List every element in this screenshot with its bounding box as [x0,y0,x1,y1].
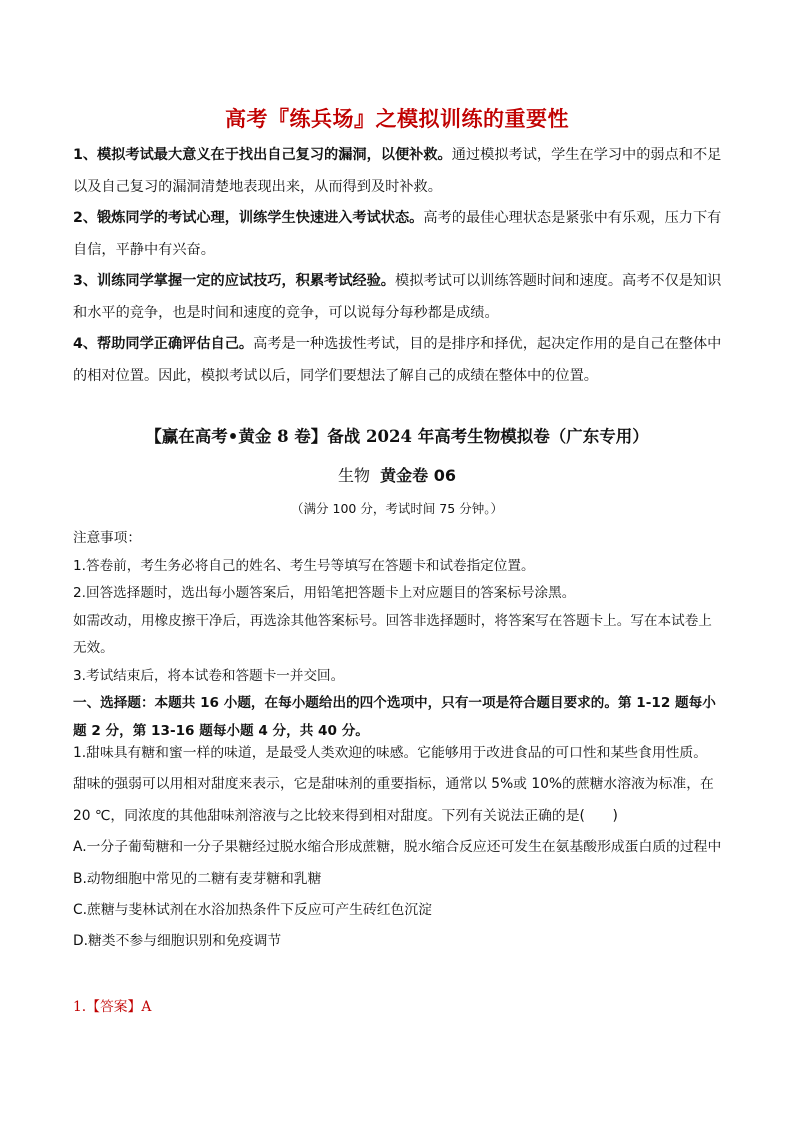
question-1 [73,738,725,958]
point-2-text: 高考的最佳心理状态是紧张中有乐观，压力下有自信，平静中有兴奋。 [73,210,722,258]
exam-subtitle [0,463,794,486]
answer-label: 1.【答案】A [73,999,152,1015]
exam-title: 【赢在高考•黄金 8 卷】备战 2024 年高考生物模拟卷（广东专用） [145,427,649,446]
notice-item: 1.答卷前，考生务必将自己的姓名、考生号等填写在答题卡和试卷指定位置。 [73,557,535,574]
option-a: A.一分子葡萄糖和一分子果糖经过脱水缩合形成蔗糖，脱水缩合反应还可发生在氨基酸形成蛋白质的过程中 [73,839,722,856]
notice-item: 2.回答选择题时，选出每小题答案后，用铅笔把答题卡上对应题目的答案标号涂黑。 [73,585,576,601]
question-stem-line: 1.甜味具有糖和蜜一样的味道，是最受人类欢迎的味感。它能够用于改进食品的可口性和某些食用性质。 [73,745,708,761]
point-3-heading: 3、训练同学掌握一定的应试技巧，积累考试经验。 [73,273,395,289]
exam-paper: 黄金卷 06 [380,466,457,485]
question-stem-line: 甜味的强弱可以用相对甜度来表示，它是甜味剂的重要指标，通常以 5%或 10%的蔗糖水溶液为标准，在 [73,776,714,793]
point-3-text: 模拟考试可以训练答题时间和速度。高考不仅是知识和水平的竞争，也是时间和速度的竞争，可以说每分每秒都是成绩。 [73,273,722,321]
point-3 [73,266,725,329]
point-4-heading: 4、帮助同学正确评估自己。 [73,336,254,352]
option-b: B.动物细胞中常见的二糖有麦芽糖和乳糖 [73,870,322,887]
point-4 [73,329,725,392]
notice-item: 3.考试结束后，将本试卷和答题卡一并交回。 [73,667,345,684]
point-1 [73,140,725,203]
option-c: C.蔗糖与斐林试剂在水浴加热条件下反应可产生砖红色沉淀 [73,902,432,919]
question-stem-line: 20 ℃，同浓度的其他甜味剂溶液与之比较来得到相对甜度。下列有关说法正确的是( ) [73,807,618,824]
notice-item: 如需改动，用橡皮擦干净后，再选涂其他答案标号。回答非选择题时，将答案写在答题卡上。写在本试卷上无效。 [73,612,712,656]
point-2 [73,203,725,266]
point-1-heading: 1、模拟考试最大意义在于找出自己复习的漏洞，以便补救。 [73,147,452,163]
exam-note: （满分 100 分，考试时间 75 分钟。） [291,501,503,516]
main-title: 高考『练兵场』之模拟训练的重要性 [225,107,569,131]
option-d: D.糖类不参与细胞识别和免疫调节 [73,933,282,950]
point-1-text: 通过模拟考试，学生在学习中的弱点和不足以及自己复习的漏洞清楚地表现出来，从而得到及时补救。 [73,147,722,195]
exam-subject: 生物 [337,466,370,485]
importance-points [73,140,725,392]
point-4-text: 高考是一种选拔性考试，目的是排序和择优，起决定作用的是自己在整体中的相对位置。因此，模拟考试以后，同学们要想法了解自己的成绩在整体中的位置。 [73,336,722,384]
notice-section [73,525,725,745]
point-2-heading: 2、锻炼同学的考试心理，训练学生快速进入考试状态。 [73,210,424,226]
section-heading: 一、选择题：本题共 16 小题，在每小题给出的四个选项中，只有一项是符合题目要求的。第 1-12 题每小题 2 分，第 13-16 题每小题 4 分，共 40 分。 [73,695,716,739]
notice-heading: 注意事项： [73,530,141,546]
